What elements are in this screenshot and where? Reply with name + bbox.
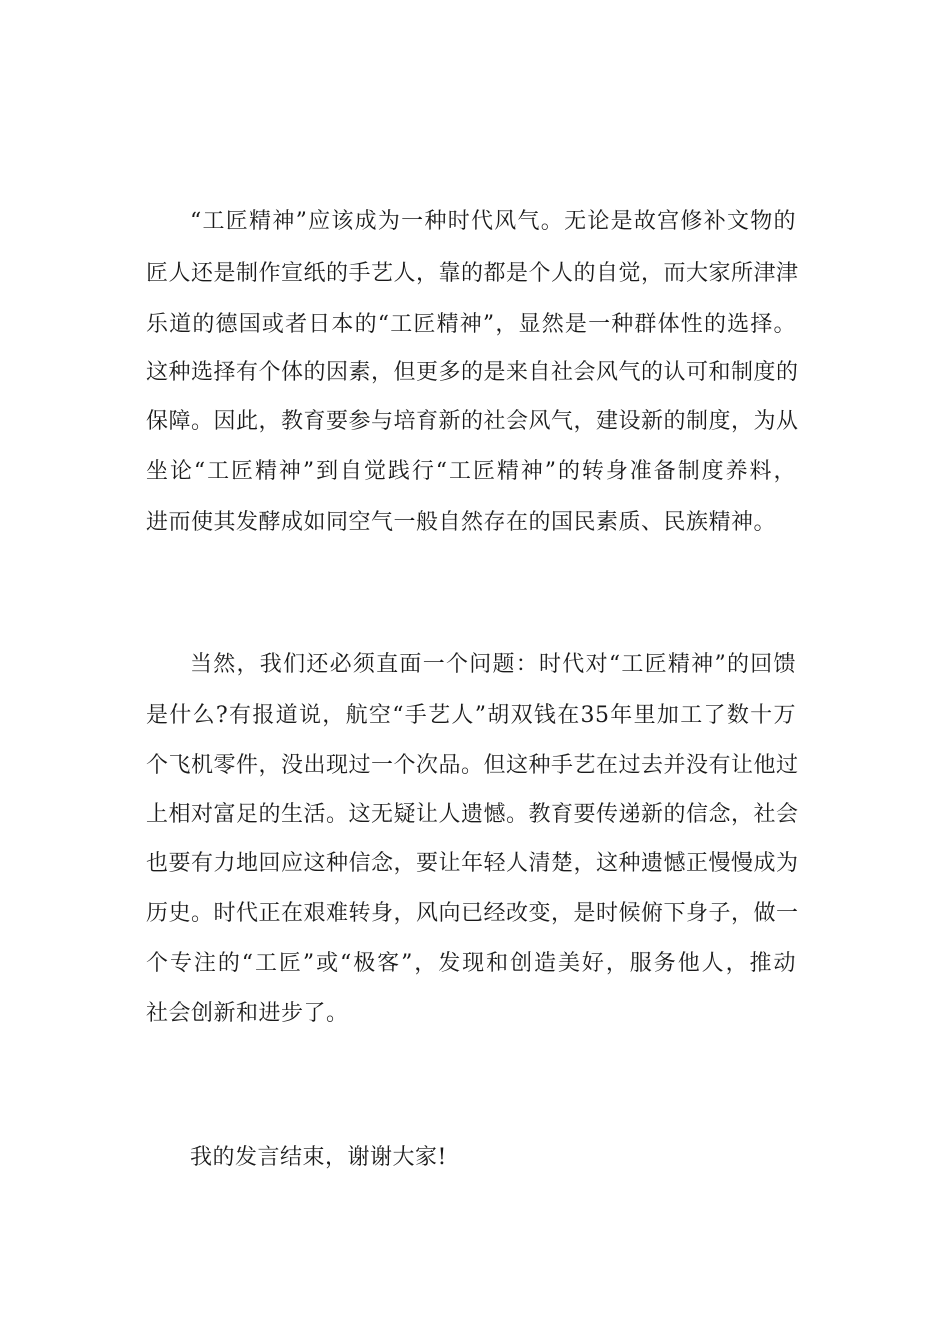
paragraph-2-line-8: 社会创新和进步了。: [146, 1001, 349, 1026]
closing-line: 我的发言结束，谢谢大家!: [190, 1145, 447, 1170]
paragraph-2-line-5: 也要有力地回应这种信念，要让年轻人清楚，这种遗憾正慢慢成为: [146, 851, 799, 876]
paragraph-2-line-3: 个飞机零件，没出现过一个次品。但这种手艺在过去并没有让他过: [146, 753, 799, 778]
paragraph-1-line-4: 这种选择有个体的因素，但更多的是来自社会风气的认可和制度的: [146, 360, 799, 385]
paragraph-1-line-2: 匠人还是制作宣纸的手艺人，靠的都是个人的自觉，而大家所津津: [146, 261, 799, 286]
paragraph-1-line-7: 进而使其发酵成如同空气一般自然存在的国民素质、民族精神。: [146, 510, 777, 535]
paragraph-2-line-6: 历史。时代正在艰难转身，风向已经改变，是时候俯下身子，做一: [146, 901, 799, 926]
paragraph-1-line-6: 坐论“工匠精神”到自觉践行“工匠精神”的转身准备制度养料，: [146, 459, 796, 484]
paragraph-1-line-5: 保障。因此，教育要参与培育新的社会风气，建设新的制度，为从: [146, 409, 799, 434]
paragraph-1-line-1: “工匠精神”应该成为一种时代风气。无论是故宫修补文物的: [190, 209, 796, 234]
paragraph-2-line-4: 上相对富足的生活。这无疑让人遗憾。教育要传递新的信念，社会: [146, 802, 799, 827]
paragraph-2-line-1: 当然，我们还必须直面一个问题：时代对“工匠精神”的回馈: [190, 652, 796, 677]
paragraph-1-line-3: 乐道的德国或者日本的“工匠精神”，显然是一种群体性的选择。: [146, 312, 796, 337]
paragraph-2-line-7: 个专注的“工匠”或“极客”，发现和创造美好，服务他人，推动: [146, 951, 796, 976]
paragraph-2-line-2: 是什么?有报道说，航空“手艺人”胡双钱在35年里加工了数十万: [146, 703, 796, 728]
